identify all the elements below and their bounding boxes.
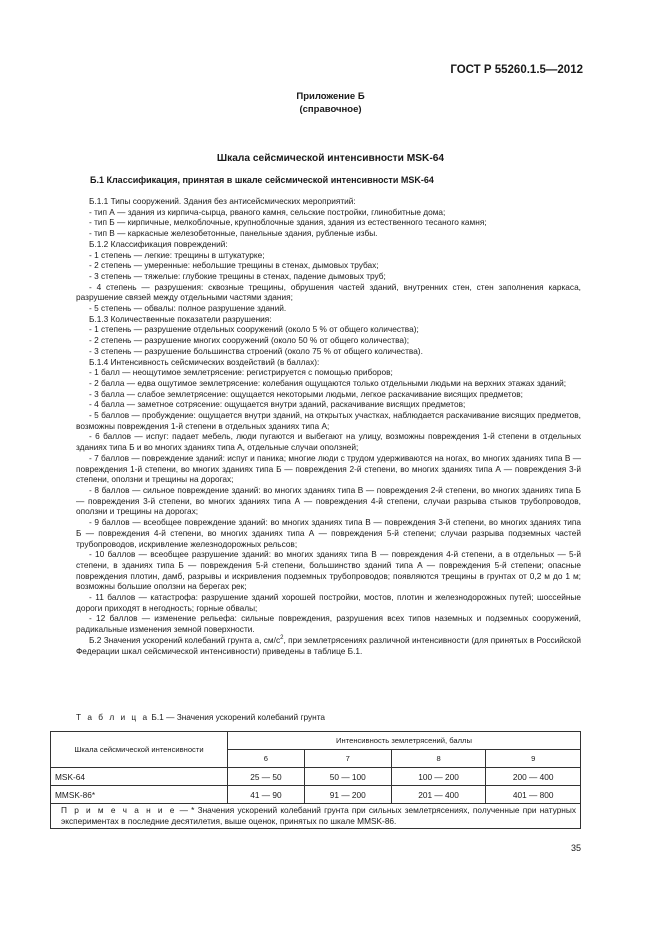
value-cell: 41 — 90 — [228, 786, 305, 804]
scale-cell: MMSK-86* — [51, 786, 228, 804]
paragraph: - 5 баллов — пробуждение: ощущается внутри зданий, на открытых участках, наблюдается раскачивание висящих предметов, возможны повреждения 1-й степени в отдельных зданиях типа А; — [76, 410, 581, 431]
paragraph: - 8 баллов — сильное повреждение зданий: во многих зданиях типа В — повреждения 2-й степени, во многих зданиях типа Б — повреждения 3-й степени, во многих зданиях типа А — повреждения 4-й степени, случаи разрыва стыков трубопроводов, оползни и трещины на дорогах; — [76, 484, 581, 517]
paragraph: - 9 баллов — всеобщее повреждение зданий: во многих зданиях типа В — повреждения 3-й степени, во многих зданиях типа Б — повреждения 4-й степени, во многих зданиях типа А — повреждения 5-й степени; случаи разрыва подземных частей трубопроводов, искривление железнодорожных рельсов; — [76, 517, 581, 549]
paragraph: - тип А — здания из кирпича-сырца, рваного камня, сельские постройки, глинобитные дома; — [89, 206, 446, 217]
value-cell: 200 — 400 — [486, 768, 581, 786]
paragraph: - 12 баллов — изменение рельефа: сильные повреждения, разрушения всех типов наземных и подземных сооружений, радикальные изменения земной поверхности. — [76, 613, 581, 635]
table-caption — [76, 712, 325, 722]
paragraph: - 11 баллов — катастрофа: разрушение зданий хорошей постройки, мостов, плотин и железнодорожных путей; шоссейные дороги приходят в негодность; горные обвалы; — [76, 592, 581, 613]
paragraph: - 4 балла — заметное сотрясение: ощущается внутри зданий, раскачивание висящих предметов; — [89, 399, 466, 410]
section-title: Б.1 Классификация, принятая в шкале сейсмической интенсивности MSK-64 — [90, 175, 434, 185]
paragraph: - 1 степень — разрушение отдельных сооружений (около 5 % от общего количества); — [89, 324, 419, 335]
paragraph: - тип Б — кирпичные, мелкоблочные, крупноблочные здания, здания из естественного тесаного камня; — [89, 217, 487, 228]
b2-text-start: Б.2 Значения ускорений колебаний грунта a, см/с — [89, 634, 281, 645]
table-note — [51, 804, 581, 829]
intensity-header: 7 — [304, 750, 391, 768]
paragraph: - 10 баллов — всеобщее разрушение зданий: во многих зданиях типа В — повреждения 4-й степени, а в отдельных — 5-й степени, в зданиях типа Б — повреждения 5-й степени, большинство зданий типа А — повреждения 5-й степени; опасные повреждения плотин, дамб, разрывы и искривления подземных трубопроводов; появляются трещины в грунтах от 0,2 м до 1 м; возможны большие оползни на берегах рек; — [76, 549, 581, 592]
b2-superscript: 2 — [280, 635, 284, 642]
value-cell: 401 — 800 — [486, 786, 581, 804]
paragraph: Б.1.4 Интенсивность сейсмических воздействий (в баллах): — [89, 356, 320, 367]
value-cell: 25 — 50 — [228, 768, 305, 786]
appendix-title: Приложение Б — [296, 91, 365, 102]
paragraph: - 2 степень — разрушение многих сооружений (около 50 % от общего количества); — [89, 335, 410, 346]
standard-number: ГОСТ Р 55260.1.5—2012 — [450, 64, 583, 76]
page-number: 35 — [570, 843, 581, 853]
paragraph: - 1 степень — легкие: трещины в штукатурке; — [89, 249, 265, 260]
paragraph: - 3 степень — разрушение большинства строений (около 75 % от общего количества). — [89, 345, 423, 356]
acceleration-table — [50, 731, 581, 829]
value-cell: 201 — 400 — [391, 786, 486, 804]
value-cell: 50 — 100 — [304, 768, 391, 786]
value-cell: 100 — 200 — [391, 768, 486, 786]
paragraph: Б.1.2 Классификация повреждений: — [89, 238, 228, 249]
paragraph: - 1 балл — неощутимое землетрясение: регистрируется с помощью приборов; — [89, 367, 393, 378]
paragraph: - 7 баллов — повреждение зданий: испуг и паника; многие люди с трудом удерживаются на ногах, во многих зданиях типа В — повреждения 1-й степени, во многих зданиях типа Б — повреждения 2-й степени, во многих зданиях типа А — повреждения 3-й степени, оползни и трещины на дорогах; — [76, 452, 581, 485]
paragraph: - 2 степень — умеренные: небольшие трещины в стенах, дымовых трубах; — [89, 260, 379, 271]
paragraph: Б.1.3 Количественные показатели разрушения: — [89, 313, 272, 324]
value-cell: 91 — 200 — [304, 786, 391, 804]
scale-cell: MSK-64 — [51, 768, 228, 786]
intensity-header: 9 — [486, 750, 581, 768]
table-group-header: Интенсивность землетрясений, баллы — [228, 732, 581, 750]
table-row — [51, 786, 581, 804]
table-column-header: Шкала сейсмической интенсивности — [51, 732, 228, 768]
b2-text-end: , при землетрясениях различной интенсивности (для принятых в Российской Федерации шкал сейсмической интенсивности) приведены в таблице Б.1. — [76, 634, 581, 656]
paragraph: - тип В — каркасные железобетонные, панельные здания, рубленые избы. — [89, 228, 378, 239]
table-caption-text: Б.1 — Значения ускорений колебаний грунта — [151, 712, 326, 722]
paragraph: - 3 степень — тяжелые: глубокие трещины в стенах, падение дымовых труб; — [89, 270, 386, 281]
scale-title: Шкала сейсмической интенсивности MSK-64 — [216, 153, 445, 164]
intensity-header: 6 — [228, 750, 305, 768]
note-label: П р и м е ч а н и е — [61, 805, 177, 815]
note-text: — * Значения ускорений колебаний грунта при сильных землетрясениях, полученные при натурных экспериментах в последние десятилетия, выше оценок, принятых по шкале MMSK-86. — [61, 805, 576, 826]
paragraph: - 4 степень — разрушения: сквозные трещины, обрушения частей зданий, внутренних стен, стен заполнения каркаса, разрушение связей между отдельными частями здания; — [76, 281, 581, 303]
appendix-heading — [0, 90, 661, 116]
intensity-header: 8 — [391, 750, 486, 768]
appendix-subtitle: (справочное) — [299, 104, 362, 115]
paragraph: - 3 балла — слабое землетрясение: ощущается некоторыми людьми, легкое раскачивание висящих предметов; — [89, 388, 523, 399]
table-row — [51, 768, 581, 786]
paragraph: - 6 баллов — испуг: падает мебель, люди пугаются и выбегают на улицу, возможны повреждения 1-й степени в отдельных зданиях типа Б и во многих зданиях типа А, отдельные случаи оползней; — [76, 431, 581, 453]
paragraph: Б.1.1 Типы сооружений. Здания без антисейсмических мероприятий: — [89, 196, 356, 206]
paragraph: - 2 балла — едва ощутимое землетрясение: колебания ощущаются только отдельными людьми на верхних этажах зданий; — [89, 377, 567, 388]
body-text — [76, 196, 581, 656]
paragraph-b2 — [76, 635, 581, 656]
table-caption-label: Т а б л и ц а — [76, 712, 150, 722]
paragraph: - 5 степень — обвалы: полное разрушение зданий. — [89, 303, 287, 314]
